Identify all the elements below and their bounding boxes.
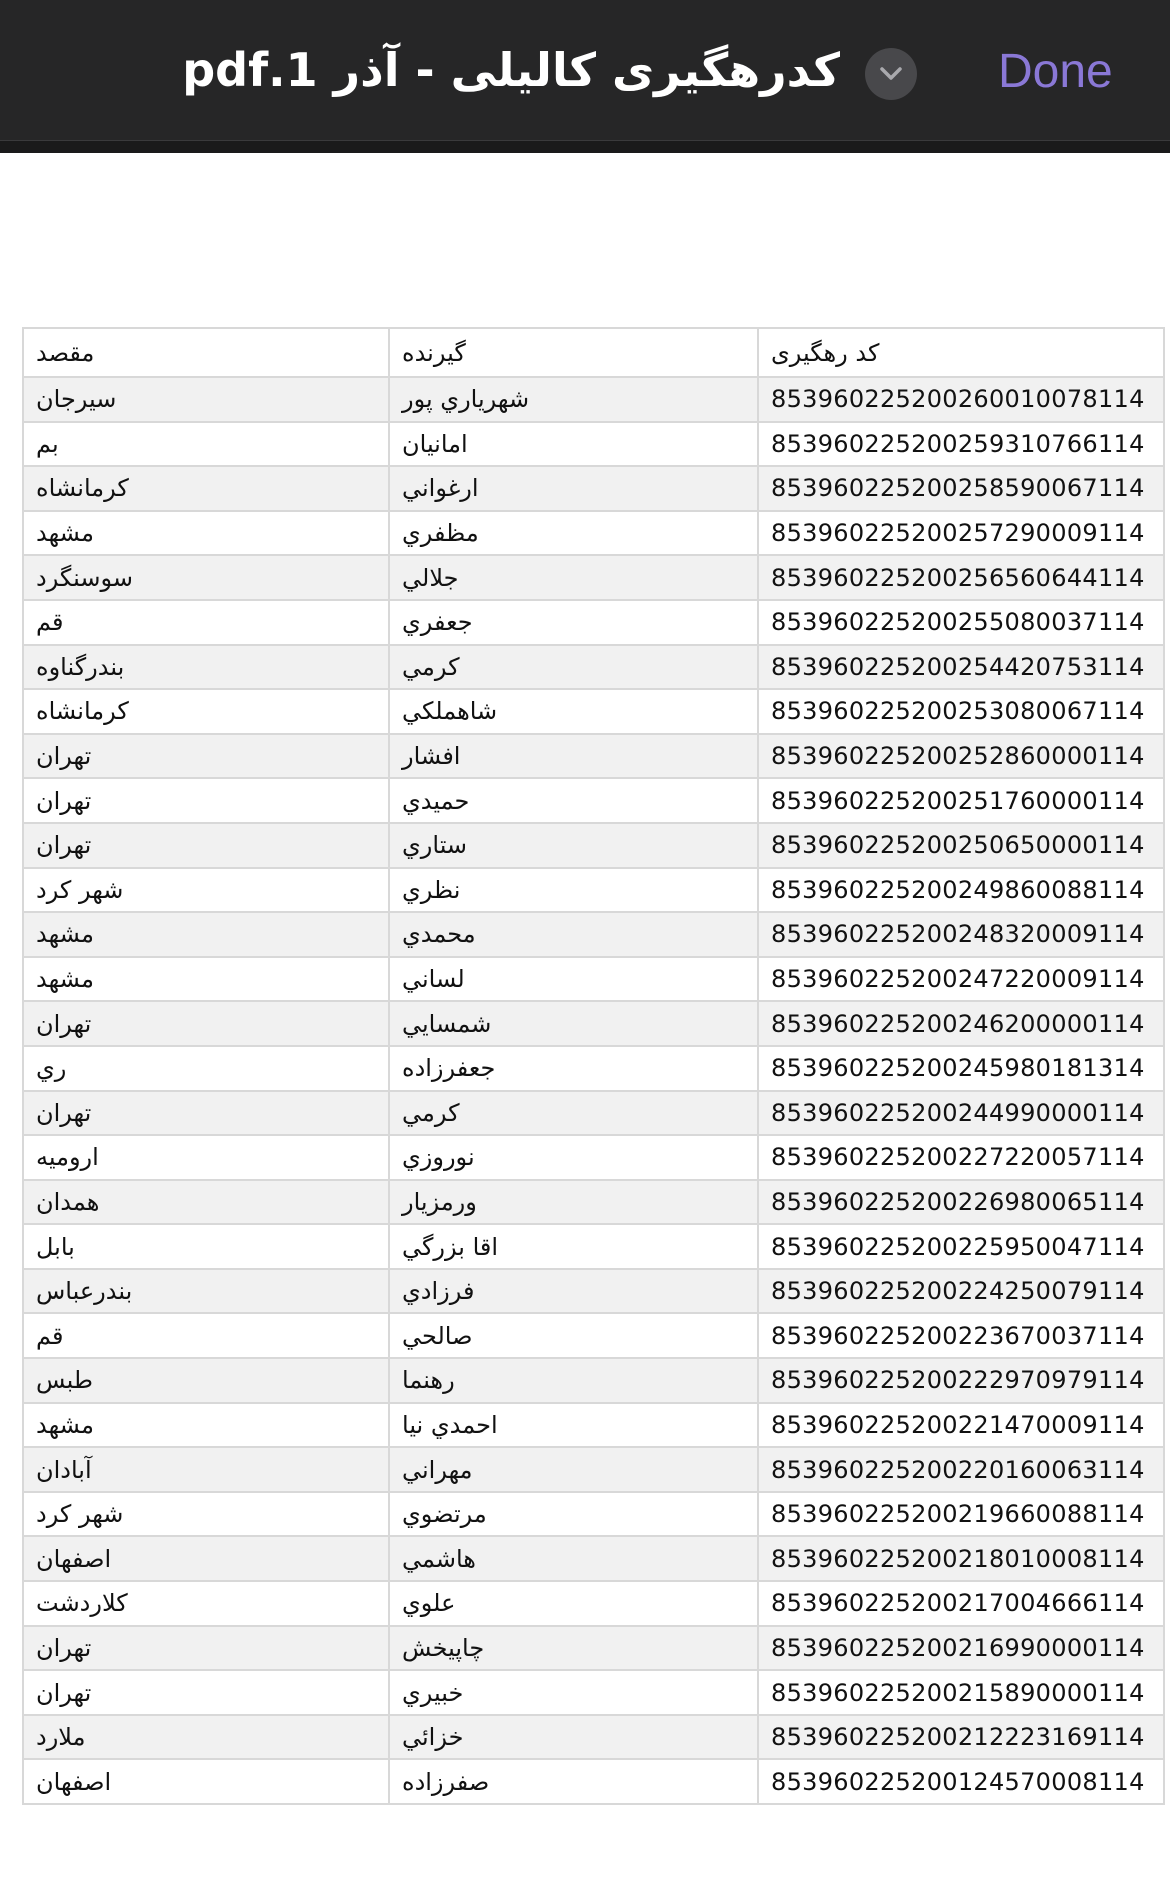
table-row xyxy=(23,689,1164,734)
table-row xyxy=(23,1626,1164,1671)
column-header-receiver: گیرنده xyxy=(389,328,758,377)
cell-tracking-code: 853960225200255080037114 xyxy=(758,600,1164,645)
table-row xyxy=(23,422,1164,467)
cell-receiver: رهنما xyxy=(389,1358,758,1403)
cell-receiver: شمسايي xyxy=(389,1001,758,1046)
table-row xyxy=(23,466,1164,511)
title-menu-button[interactable] xyxy=(865,48,917,100)
cell-receiver: مهراني xyxy=(389,1447,758,1492)
table-row xyxy=(23,1759,1164,1804)
cell-receiver: امانيان xyxy=(389,422,758,467)
table-row xyxy=(23,734,1164,779)
table-row xyxy=(23,1180,1164,1225)
table-row xyxy=(23,1492,1164,1537)
cell-destination: شهر كرد xyxy=(23,1492,389,1537)
cell-receiver: ورمزيار xyxy=(389,1180,758,1225)
cell-destination: مشهد xyxy=(23,1403,389,1448)
cell-destination: كلاردشت xyxy=(23,1581,389,1626)
cell-tracking-code: 853960225200259310766114 xyxy=(758,422,1164,467)
cell-receiver: صالحي xyxy=(389,1313,758,1358)
cell-destination: كرمانشاه xyxy=(23,466,389,511)
table-row xyxy=(23,1224,1164,1269)
tracking-table xyxy=(22,327,1165,1805)
cell-tracking-code: 853960225200221470009114 xyxy=(758,1403,1164,1448)
cell-receiver: كرمي xyxy=(389,645,758,690)
cell-destination: قم xyxy=(23,1313,389,1358)
table-row xyxy=(23,778,1164,823)
cell-tracking-code: 853960225200251760000114 xyxy=(758,778,1164,823)
cell-receiver: مرتضوي xyxy=(389,1492,758,1537)
cell-receiver: جعفرزاده xyxy=(389,1046,758,1091)
table-row xyxy=(23,555,1164,600)
cell-receiver: ارغواني xyxy=(389,466,758,511)
done-button[interactable]: Done xyxy=(998,45,1113,98)
cell-destination: تهران xyxy=(23,1626,389,1671)
table-row xyxy=(23,1358,1164,1403)
column-header-code: کد رهگیری xyxy=(758,328,1164,377)
cell-receiver: حميدي xyxy=(389,778,758,823)
table-row xyxy=(23,1581,1164,1626)
cell-receiver: شهرياري پور xyxy=(389,377,758,422)
table-row xyxy=(23,1536,1164,1581)
cell-tracking-code: 853960225200257290009114 xyxy=(758,511,1164,556)
cell-receiver: نوروزي xyxy=(389,1135,758,1180)
cell-destination: شهر كرد xyxy=(23,868,389,913)
cell-tracking-code: 853960225200227220057114 xyxy=(758,1135,1164,1180)
cell-tracking-code: 853960225200217004666114 xyxy=(758,1581,1164,1626)
cell-destination: اروميه xyxy=(23,1135,389,1180)
cell-receiver: ستاري xyxy=(389,823,758,868)
cell-receiver: كرمي xyxy=(389,1091,758,1136)
cell-destination: تهران xyxy=(23,1670,389,1715)
cell-destination: آبادان xyxy=(23,1447,389,1492)
cell-destination: طبس xyxy=(23,1358,389,1403)
cell-receiver: هاشمي xyxy=(389,1536,758,1581)
cell-destination: بندرگناوه xyxy=(23,645,389,690)
table-row xyxy=(23,957,1164,1002)
cell-destination: بابل xyxy=(23,1224,389,1269)
cell-destination: ملارد xyxy=(23,1715,389,1760)
cell-receiver: جلالي xyxy=(389,555,758,600)
cell-destination: تهران xyxy=(23,1091,389,1136)
cell-tracking-code: 853960225200260010078114 xyxy=(758,377,1164,422)
cell-destination: سوسنگرد xyxy=(23,555,389,600)
cell-destination: مشهد xyxy=(23,511,389,556)
cell-destination: تهران xyxy=(23,823,389,868)
table-row xyxy=(23,1715,1164,1760)
cell-destination: تهران xyxy=(23,1001,389,1046)
table-row xyxy=(23,868,1164,913)
cell-tracking-code: 853960225200220160063114 xyxy=(758,1447,1164,1492)
cell-tracking-code: 853960225200256560644114 xyxy=(758,555,1164,600)
cell-receiver: چاپيخش xyxy=(389,1626,758,1671)
cell-tracking-code: 853960225200250650000114 xyxy=(758,823,1164,868)
cell-receiver: شاهملكي xyxy=(389,689,758,734)
cell-destination: مشهد xyxy=(23,957,389,1002)
table-row xyxy=(23,1313,1164,1358)
cell-destination: تهران xyxy=(23,734,389,779)
cell-destination: اصفهان xyxy=(23,1759,389,1804)
column-header-destination: مقصد xyxy=(23,328,389,377)
table-row xyxy=(23,1046,1164,1091)
cell-tracking-code: 853960225200212223169114 xyxy=(758,1715,1164,1760)
table-row xyxy=(23,1670,1164,1715)
cell-tracking-code: 853960225200253080067114 xyxy=(758,689,1164,734)
cell-tracking-code: 853960225200222970979114 xyxy=(758,1358,1164,1403)
table-row xyxy=(23,645,1164,690)
viewer-toolbar xyxy=(0,0,1170,140)
cell-destination: همدان xyxy=(23,1180,389,1225)
cell-tracking-code: 853960225200226980065114 xyxy=(758,1180,1164,1225)
cell-destination: قم xyxy=(23,600,389,645)
cell-tracking-code: 853960225200219660088114 xyxy=(758,1492,1164,1537)
cell-destination: بندرعباس xyxy=(23,1269,389,1314)
cell-receiver: جعفري xyxy=(389,600,758,645)
table-row xyxy=(23,1403,1164,1448)
cell-receiver: مظفري xyxy=(389,511,758,556)
cell-tracking-code: 853960225200254420753114 xyxy=(758,645,1164,690)
cell-tracking-code: 853960225200225950047114 xyxy=(758,1224,1164,1269)
document-title: کدرهگیری کالیلی - آذر 1.pdf xyxy=(182,43,840,97)
table-row xyxy=(23,1447,1164,1492)
table-row xyxy=(23,1269,1164,1314)
table-row xyxy=(23,377,1164,422)
cell-receiver: علوي xyxy=(389,1581,758,1626)
cell-receiver: خزائي xyxy=(389,1715,758,1760)
chevron-down-icon xyxy=(879,64,903,84)
cell-tracking-code: 853960225200216990000114 xyxy=(758,1626,1164,1671)
cell-tracking-code: 853960225200215890000114 xyxy=(758,1670,1164,1715)
toolbar-divider xyxy=(0,140,1170,153)
cell-tracking-code: 853960225200224250079114 xyxy=(758,1269,1164,1314)
cell-tracking-code: 853960225200258590067114 xyxy=(758,466,1164,511)
cell-destination: كرمانشاه xyxy=(23,689,389,734)
cell-destination: بم xyxy=(23,422,389,467)
table-row xyxy=(23,600,1164,645)
cell-destination: اصفهان xyxy=(23,1536,389,1581)
cell-tracking-code: 853960225200252860000114 xyxy=(758,734,1164,779)
cell-receiver: افشار xyxy=(389,734,758,779)
cell-tracking-code: 853960225200223670037114 xyxy=(758,1313,1164,1358)
cell-tracking-code: 853960225200244990000114 xyxy=(758,1091,1164,1136)
cell-receiver: فرزادي xyxy=(389,1269,758,1314)
table-row xyxy=(23,511,1164,556)
cell-receiver: خبيري xyxy=(389,1670,758,1715)
cell-tracking-code: 853960225200249860088114 xyxy=(758,868,1164,913)
cell-tracking-code: 853960225200124570008114 xyxy=(758,1759,1164,1804)
table-row xyxy=(23,1001,1164,1046)
cell-tracking-code: 853960225200246200000114 xyxy=(758,1001,1164,1046)
cell-receiver: محمدي xyxy=(389,912,758,957)
cell-receiver: احمدي نيا xyxy=(389,1403,758,1448)
cell-tracking-code: 853960225200248320009114 xyxy=(758,912,1164,957)
table-row xyxy=(23,1091,1164,1136)
cell-tracking-code: 853960225200218010008114 xyxy=(758,1536,1164,1581)
cell-receiver: نظري xyxy=(389,868,758,913)
cell-tracking-code: 853960225200245980181314 xyxy=(758,1046,1164,1091)
cell-tracking-code: 853960225200247220009114 xyxy=(758,957,1164,1002)
cell-destination: سيرجان xyxy=(23,377,389,422)
cell-destination: مشهد xyxy=(23,912,389,957)
cell-receiver: لساني xyxy=(389,957,758,1002)
cell-receiver: اقا بزرگي xyxy=(389,1224,758,1269)
table-header-row xyxy=(23,328,1164,377)
cell-destination: تهران xyxy=(23,778,389,823)
table-row xyxy=(23,823,1164,868)
cell-destination: ري xyxy=(23,1046,389,1091)
cell-receiver: صفرزاده xyxy=(389,1759,758,1804)
table-row xyxy=(23,912,1164,957)
table-row xyxy=(23,1135,1164,1180)
